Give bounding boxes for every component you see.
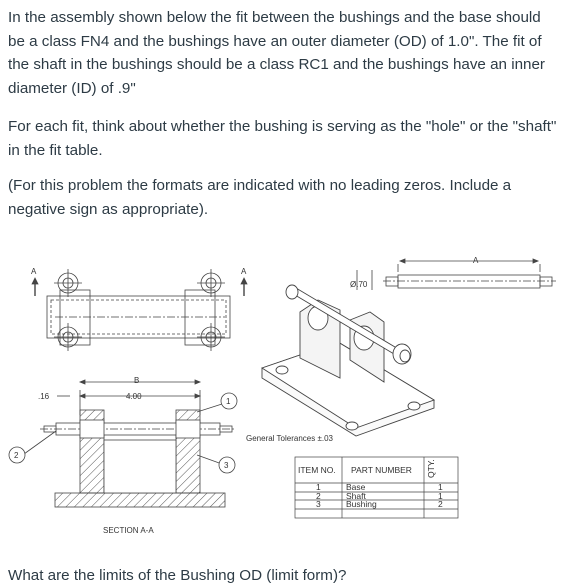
table-row-2-qty: 1	[438, 491, 443, 501]
shaft-view	[357, 259, 556, 290]
question-text: What are the limits of the Bushing OD (limit form)?	[8, 567, 347, 584]
diameter-070: Ø.70	[350, 280, 368, 289]
section-letter-right: A	[241, 267, 247, 276]
general-tolerances: General Tolerances ±.03	[246, 434, 333, 443]
table-row-3-item: 3	[316, 499, 321, 509]
table-row-1-qty: 1	[438, 482, 443, 492]
table-row-2-item: 2	[316, 491, 321, 501]
section-label: SECTION A-A	[103, 526, 154, 535]
engineering-drawing	[0, 250, 563, 550]
problem-paragraph-2: For each fit, think about whether the bushing is serving as the "hole" or the "shaft" in the fit table.	[8, 118, 557, 159]
table-row-3-part: Bushing	[346, 499, 377, 509]
svg-text:2: 2	[14, 451, 19, 460]
shaft-dim-letter: A	[473, 256, 479, 265]
table-row-1-part: Base	[346, 482, 366, 492]
dimension-400: 4.00	[126, 392, 142, 401]
isometric-view	[262, 285, 434, 436]
balloon-2	[9, 447, 25, 463]
problem-paragraph-1: In the assembly shown below the fit between the bushings and the base should be a class FN4 and the bushings have an outer diameter (OD) of 1.0". The fit of the shaft in the bushings should be a class RC1 and the bushings have an inner diameter (ID) of .9"	[8, 9, 545, 97]
section-letter-left: A	[31, 267, 37, 276]
balloon-1	[221, 393, 237, 409]
svg-text:3: 3	[224, 461, 229, 470]
callout-b: B	[134, 376, 140, 385]
dimension-016: .16	[38, 392, 50, 401]
table-row-3-qty: 2	[438, 499, 443, 509]
balloon-3	[219, 457, 235, 473]
table-header-part-number: PART NUMBER	[351, 465, 412, 475]
table-header-item-no: ITEM NO.	[298, 465, 336, 475]
problem-paragraph-3: (For this problem the formats are indicated with no leading zeros. Include a negative sign as appropriate).	[8, 177, 512, 218]
table-row-1-item: 1	[316, 482, 321, 492]
top-view	[32, 269, 247, 351]
svg-text:1: 1	[226, 397, 231, 406]
table-row-2-part: Shaft	[346, 491, 366, 501]
table-header-qty: QTY.	[426, 459, 436, 478]
